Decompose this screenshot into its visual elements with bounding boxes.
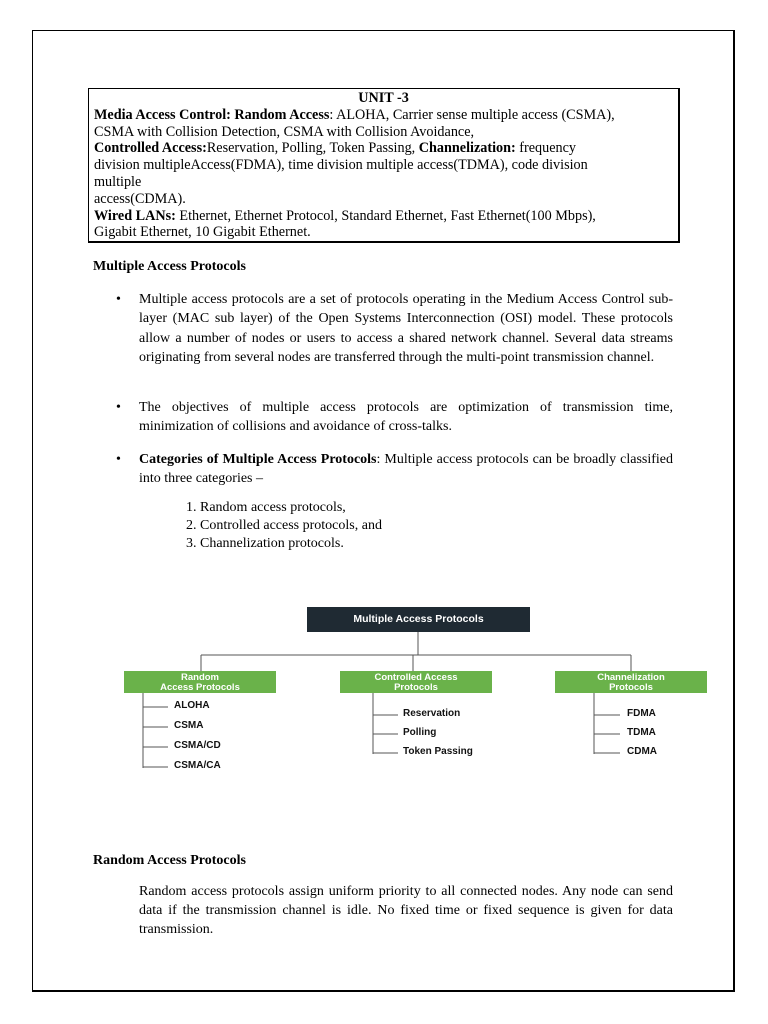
bullet-paragraph-2: The objectives of multiple access protocols are optimization of transmission time, minimization of collisions and avoidance of cross-talks. (139, 400, 673, 435)
diagram-item-polling: Polling (403, 727, 437, 738)
list-item: 1. Random access protocols, (186, 500, 346, 515)
unit-line-6: access(CDMA). (94, 190, 186, 207)
diagram-item-fdma: FDMA (627, 708, 656, 719)
diagram-item-token-passing: Token Passing (403, 746, 473, 757)
unit-line-1-rest: : ALOHA, Carrier sense multiple access (CSMA), (329, 106, 615, 123)
section-heading-multiple-access: Multiple Access Protocols (93, 259, 246, 274)
section-heading-random-access: Random Access Protocols (93, 853, 246, 868)
unit-line-4: division multipleAccess(FDMA), time division multiple access(TDMA), code division (94, 157, 588, 174)
diagram-node-random-line2: Access Protocols (160, 682, 240, 693)
diagram-node-random (124, 671, 276, 693)
unit-line-7-rest: Ethernet, Ethernet Protocol, Standard Ethernet, Fast Ethernet(100 Mbps), (175, 207, 596, 224)
unit-line-2: CSMA with Collision Detection, CSMA with Collision Avoidance, (94, 123, 475, 140)
unit-title: UNIT -3 (358, 90, 409, 106)
bullet-dot-1: • (116, 292, 121, 307)
unit-line-8: Gigabit Ethernet, 10 Gigabit Ethernet. (94, 224, 311, 241)
unit-summary-box (88, 88, 680, 243)
unit-line-7-bold: Wired LANs: (94, 207, 176, 224)
bullet-paragraph-3 (139, 450, 673, 489)
diagram-item-csma: CSMA (174, 720, 204, 731)
diagram-node-random-line1: Random (181, 672, 219, 683)
diagram-root-node: Multiple Access Protocols (307, 607, 530, 632)
unit-line-3-bold2: Channelization: (418, 140, 516, 157)
list-item: 2. Controlled access protocols, and (186, 518, 382, 533)
diagram-node-controlled-line2: Protocols (394, 682, 438, 693)
diagram-item-tdma: TDMA (627, 727, 656, 738)
bullet-3-rest: : Multiple access protocols can be broadly classified into three categories – (139, 452, 673, 487)
unit-line-1-bold: Media Access Control: Random Access (94, 106, 330, 123)
diagram-item-cdma: CDMA (627, 746, 657, 757)
bullet-paragraph-1: Multiple access protocols are a set of protocols operating in the Medium Access Control sub-layer (MAC sub layer) of the Open Systems Interconnection (OSI) model. These protocols allow a number of nodes or users to access a shared network channel. Several data streams originating from several nodes are transferred through the multi-point transmission channel. (139, 292, 673, 366)
bullet-dot-3: • (116, 452, 121, 467)
list-item: 3. Channelization protocols. (186, 536, 344, 551)
unit-line-3-rest: Reservation, Polling, Token Passing, (206, 140, 419, 157)
diagram-node-controlled-line1: Controlled Access (374, 672, 458, 683)
diagram-item-reservation: Reservation (403, 708, 461, 719)
unit-line-7 (94, 208, 673, 225)
unit-line-1 (94, 107, 673, 124)
bullet-3-bold: Categories of Multiple Access Protocols (139, 452, 377, 467)
diagram-node-channel (555, 671, 707, 693)
unit-line-3-rest2: frequency (515, 140, 577, 157)
random-access-paragraph: Random access protocols assign uniform priority to all connected nodes. Any node can send data if the transmission channel is idle. No fixed time or fixed sequence is given for data transmission. (139, 884, 673, 938)
diagram-item-aloha: ALOHA (174, 700, 210, 711)
unit-line-3 (94, 140, 673, 157)
diagram-item-csma-cd: CSMA/CD (174, 740, 221, 751)
diagram-node-channel-line1: Channelization (597, 672, 665, 683)
diagram-node-channel-line2: Protocols (609, 682, 653, 693)
diagram-node-controlled (340, 671, 492, 693)
unit-line-5: multiple (94, 173, 142, 190)
bullet-dot-2: • (116, 400, 121, 415)
unit-line-3-bold: Controlled Access: (94, 140, 207, 157)
diagram-item-csma-ca: CSMA/CA (174, 760, 221, 771)
categories-list (186, 499, 382, 553)
